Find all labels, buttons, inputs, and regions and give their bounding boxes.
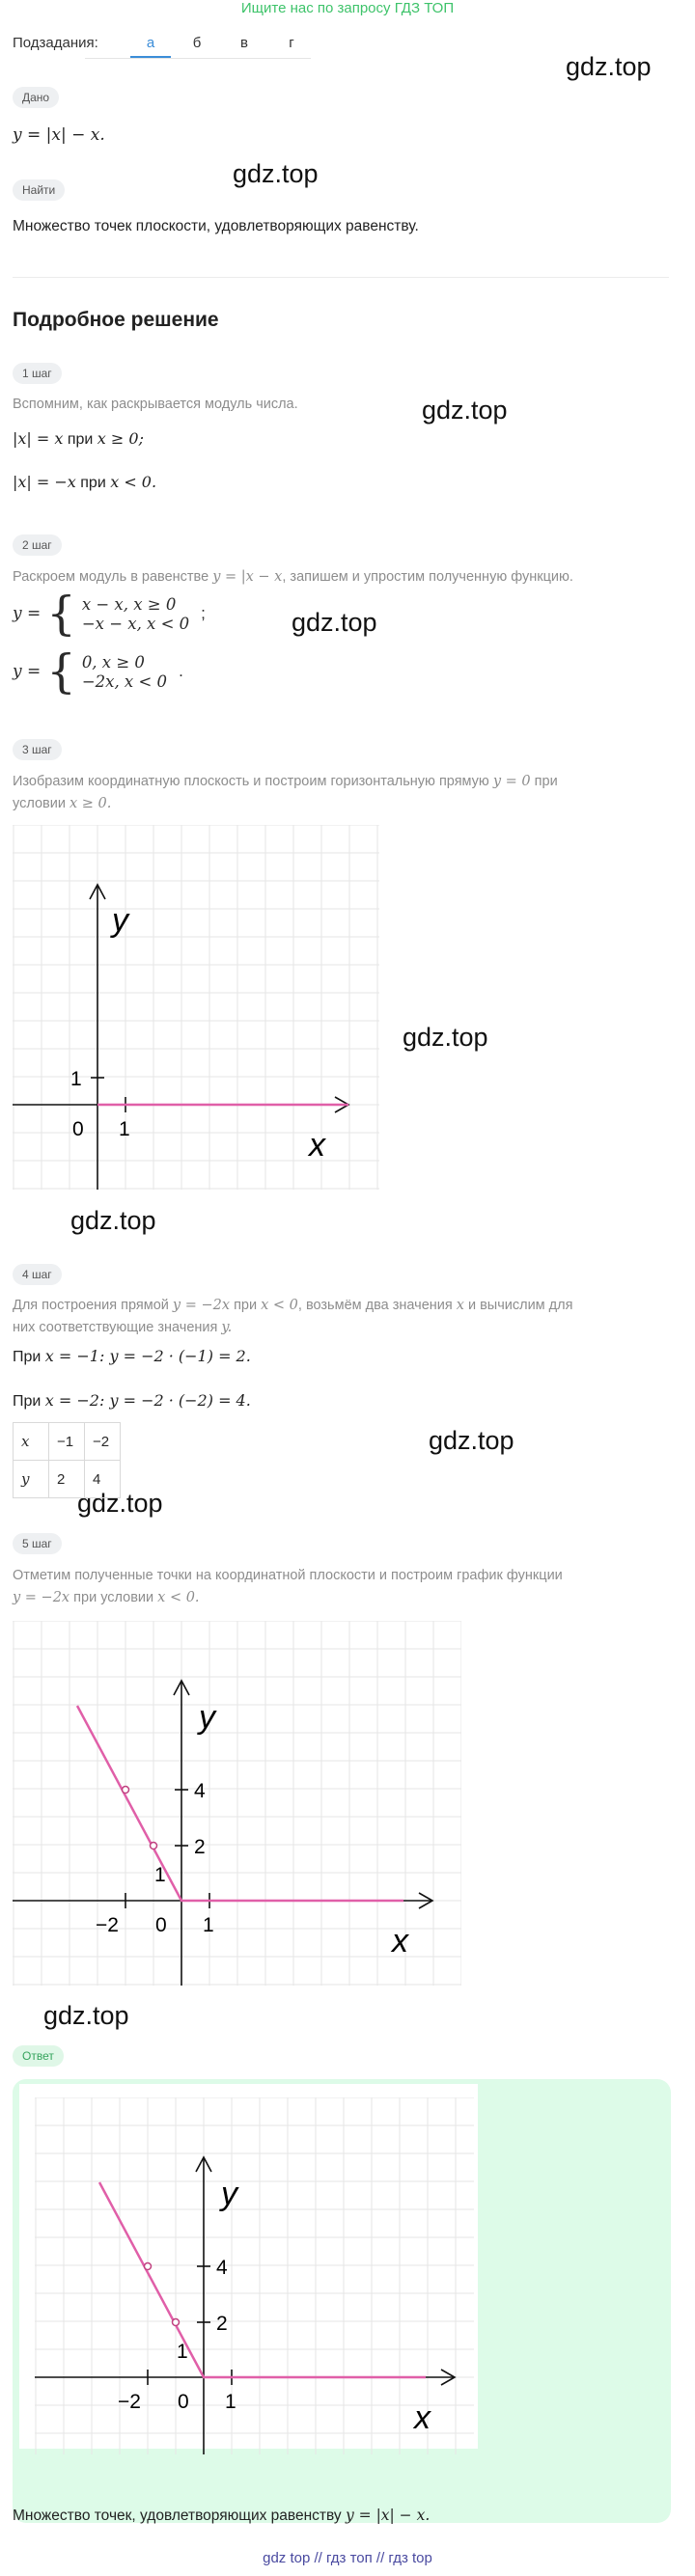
step2-eq2 [13,644,183,699]
watermark: gdz.top [77,1489,163,1518]
step1-text: Вспомним, как раскрывается модуль числа. [13,397,298,412]
table-cell: −2 [85,1423,121,1461]
search-banner[interactable]: Ищите нас по запросу ГДЗ ТОП [240,0,455,16]
step5-math2: x < 0. [157,1590,200,1605]
step1-line2-cond: x < 0. [110,473,157,491]
graph-step5 [13,1621,461,1986]
step5-text-a: Отметим полученные точки на координатной плоскости и построим график функции [13,1568,563,1583]
y-axis-label: y [112,902,128,939]
y-tick-label: 4 [194,1780,206,1802]
step1-line2 [13,473,156,492]
watermark: gdz.top [422,396,508,425]
divider [13,277,669,278]
subtasks-label: Подзадания: [13,35,98,51]
point-minus2-4 [145,2263,152,2270]
table-row [14,1423,121,1461]
x-axis-label: x [392,1923,408,1959]
step4-math2: x < 0 [261,1298,298,1313]
x-tick-label: 1 [225,2391,236,2413]
watermark: gdz.top [403,1023,488,1052]
y-tick-label: 1 [70,1068,82,1090]
eq1-end: ; [201,604,206,622]
step4-text-d: и вычислим для [463,1298,573,1313]
watermark: gdz.top [566,52,652,81]
table-cell: y [14,1461,49,1498]
table-cell: x [14,1423,49,1461]
step5-text [13,1565,679,1609]
tab-a[interactable]: а [130,29,171,58]
eq1-case1: x − x, x ≥ 0 [81,594,177,614]
brace-icon: { [46,644,76,699]
step4-math3: x [456,1298,464,1313]
table-cell: −1 [49,1423,85,1461]
tab-v[interactable]: в [240,35,248,51]
answer-text-a: Множество точек, удовлетворяющих равенству [13,2507,346,2524]
origin-label: 0 [72,1118,84,1140]
x-tick-label: 1 [119,1118,130,1140]
graph-line [77,1706,403,1901]
eq2-case1: 0, x ≥ 0 [81,652,145,671]
tab-b[interactable]: б [192,35,202,51]
step1-line1 [13,429,144,449]
step3-text-math: y = 0 [492,774,531,789]
step4-calc2 [13,1391,251,1411]
calc2-math: x = −2: y = −2 · (−2) = 4. [44,1391,251,1410]
step1-pill: 1 шаг [13,363,62,384]
watermark: gdz.top [43,2001,129,2030]
step4-math4: y. [221,1320,233,1335]
calc2-word: При [13,1393,45,1410]
axes [35,2157,455,2454]
step1-line1-word: при [63,431,97,448]
step3-text-cond: x ≥ 0. [69,796,112,811]
eq2-lhs: y = [13,662,42,681]
x-axis-label: x [309,1127,325,1164]
x-tick-label: −2 [118,2391,141,2413]
y-tick-label: 4 [216,2257,228,2279]
step4-text [13,1295,679,1339]
watermark: gdz.top [233,159,319,188]
graph-answer [35,2097,474,2454]
origin-label: 0 [178,2391,189,2413]
origin-label: 0 [155,1914,167,1936]
answer-pill: Ответ [13,2045,64,2067]
step4-text-e: них соответствующие значения [13,1320,222,1335]
step4-text-a: Для построения прямой [13,1298,173,1313]
step2-text [13,566,573,589]
step2-pill: 2 шаг [13,534,62,556]
axes [13,1681,432,1986]
y-axis-label: y [199,1699,215,1736]
y-tick-label: 2 [216,2313,228,2335]
brace-icon: { [46,587,76,641]
y-tick-label: 2 [194,1836,206,1858]
y-tick-label: 1 [154,1864,166,1886]
graph-step3 [13,825,379,1190]
eq2-cases [82,653,167,691]
step4-calc1 [13,1347,251,1366]
x-tick-label: 1 [203,1914,214,1936]
step1-line2-word: при [75,475,111,491]
eq2-case2: −2x, x < 0 [81,671,168,691]
step4-math1: y = −2x [172,1298,231,1313]
watermark: gdz.top [70,1206,156,1235]
step3-text-c: условии [13,796,70,811]
step3-text-b: при [530,774,558,789]
calc1-word: При [13,1349,45,1365]
watermark: gdz.top [292,608,377,637]
bottom-links[interactable]: gdz top // гдз топ // гдз top [263,2550,432,2566]
y-tick-label: 1 [177,2341,188,2363]
step1-line2-math: |x| = −x [13,473,76,491]
step3-pill: 3 шаг [13,739,62,760]
x-tick-label: −2 [96,1914,119,1936]
step2-eq1 [13,587,206,641]
point-minus2-4 [123,1787,129,1794]
step4-pill: 4 шаг [13,1264,62,1285]
calc1-math: x = −1: y = −2 · (−1) = 2. [44,1347,251,1365]
step3-text [13,771,669,815]
step2-text-a: Раскроем модуль в равенстве [13,569,213,585]
watermark: gdz.top [429,1426,514,1455]
table-row [14,1461,121,1498]
given-pill: Дано [13,87,59,108]
point-minus1-2 [173,2319,180,2326]
eq1-case2: −x − x, x < 0 [81,614,190,633]
values-table [13,1422,121,1498]
answer-math: y = |x| − x. [345,2507,431,2524]
solution-title: Подробное решение [13,309,219,331]
table-cell: 4 [85,1461,121,1498]
step5-pill: 5 шаг [13,1533,62,1554]
eq1-lhs: y = [13,604,42,623]
axes [13,885,348,1190]
eq2-end: . [179,662,183,680]
tab-g[interactable]: г [289,35,294,51]
step2-text-math: y = |x − x [212,569,283,585]
tabs-underline [85,58,311,59]
step3-text-a: Изобразим координатную плоскость и построим горизонтальную прямую [13,774,493,789]
step4-text-c: , возьмём два значения [297,1298,457,1313]
answer-text [13,2507,430,2525]
step1-line1-cond: x ≥ 0; [97,429,144,448]
step5-text-b: при условии [70,1590,158,1605]
y-axis-label: y [221,2176,237,2212]
find-text: Множество точек плоскости, удовлетворяющих равенству. [13,218,419,234]
graph-line [99,2182,426,2377]
eq1-cases [82,595,189,633]
given-formula: y = |x| − x. [13,125,105,145]
step4-text-b: при [230,1298,262,1313]
step5-math1: y = −2x [13,1590,70,1605]
find-pill: Найти [13,179,65,201]
step1-line1-math: |x| = x [13,429,64,448]
point-minus1-2 [151,1843,157,1850]
x-axis-label: x [414,2399,431,2436]
step2-text-b: , запишем и упростим полученную функцию. [282,569,573,585]
table-cell: 2 [49,1461,85,1498]
grid [35,2097,474,2454]
